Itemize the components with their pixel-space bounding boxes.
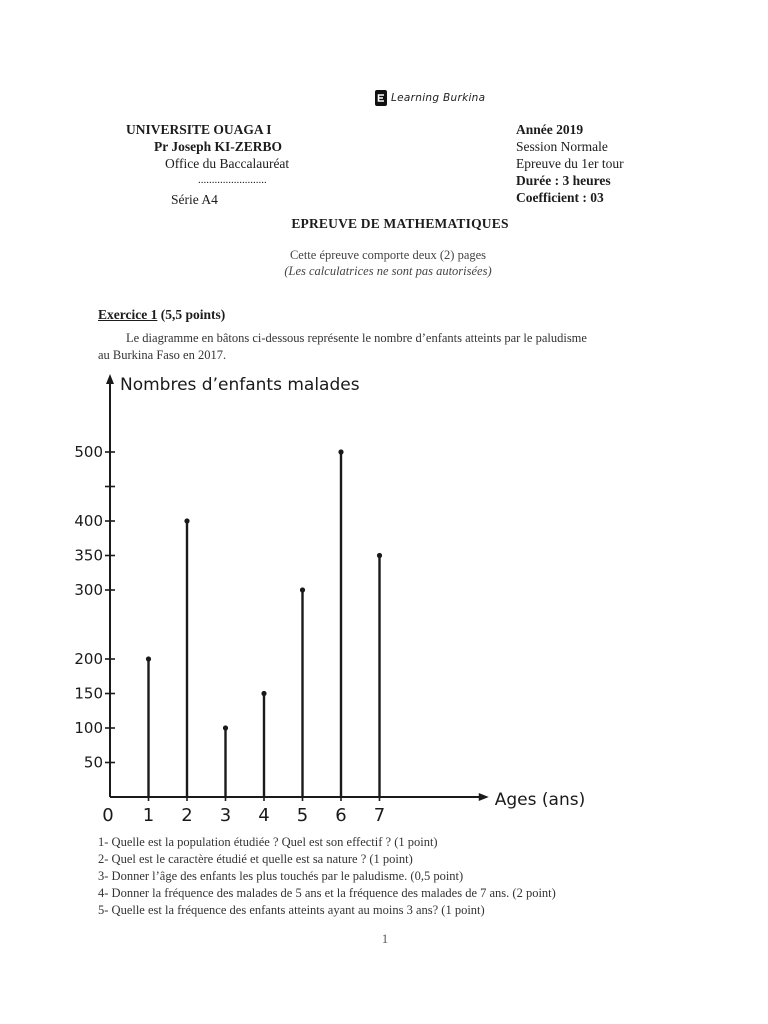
exam-session: Session Normale — [516, 139, 608, 154]
exercise-label: Exercice 1 — [98, 307, 158, 322]
question-2: 2- Quel est le caractère étudié et quelle est sa nature ? (1 point) — [98, 852, 413, 866]
exercise-intro — [98, 330, 708, 364]
exercise-points: (5,5 points) — [160, 307, 226, 322]
y-tick-label: 500 — [74, 443, 103, 461]
x-tick-label: 6 — [335, 805, 347, 826]
dotted-line: ......................... — [198, 174, 267, 186]
header-institution — [126, 121, 346, 208]
question-1: 1- Quelle est la population étudiée ? Quel est son effectif ? (1 point) — [98, 835, 438, 849]
question-5: 5- Quelle est la fréquence des enfants atteints ayant au moins 3 ans? (1 point) — [98, 903, 485, 917]
stick-top-point — [338, 449, 343, 454]
stick-top-point — [300, 587, 305, 592]
x-tick-label: 3 — [219, 805, 232, 826]
x-tick-label: 5 — [296, 805, 309, 826]
x-axis-label: Ages (ans) — [494, 790, 586, 810]
x-tick-label: 1 — [142, 805, 155, 826]
exam-year: Année 2019 — [516, 122, 584, 137]
origin-label: 0 — [102, 805, 114, 826]
chart-sticks — [146, 449, 382, 797]
y-axis-arrow — [106, 374, 114, 384]
calculator-note: (Les calculatrices ne sont pas autorisées) — [284, 264, 492, 278]
header-exam-info — [516, 121, 624, 206]
x-tick-label: 2 — [181, 805, 193, 826]
university-subname: Pr Joseph KI-ZERBO — [154, 139, 283, 154]
brand-watermark — [374, 88, 485, 108]
y-axis-label: Nombres d’enfants malades — [120, 375, 360, 395]
stick-top-point — [146, 656, 151, 661]
intro-line-2: au Burkina Faso en 2017. — [98, 348, 227, 362]
x-axis-arrow — [479, 793, 489, 801]
x-tick-label: 4 — [258, 805, 270, 826]
brand-text: Learning Burkina — [391, 92, 486, 104]
stick-top-point — [223, 725, 228, 730]
stick-top-point — [377, 553, 382, 558]
office-name: Office du Baccalauréat — [165, 156, 290, 171]
chart-axes — [106, 374, 489, 801]
y-tick-label: 50 — [83, 753, 103, 772]
stick-top-point — [184, 518, 189, 523]
x-tick-label: 7 — [373, 805, 386, 826]
intro-line-1: Le diagramme en bâtons ci-dessous représente le nombre d’enfants atteints par le paludisme — [126, 331, 587, 345]
exam-title: EPREUVE DE MATHEMATIQUES — [291, 216, 509, 231]
y-tick-label: 400 — [74, 512, 103, 530]
exam-duration: Durée : 3 heures — [516, 173, 611, 188]
stick-top-point — [261, 691, 266, 696]
y-tick-label: 200 — [74, 650, 103, 668]
stick-chart — [60, 360, 600, 830]
question-3: 3- Donner l’âge des enfants les plus touchés par le paludisme. (0,5 point) — [98, 869, 464, 883]
series-label: Série A4 — [171, 192, 218, 207]
exam-round: Epreuve du 1er tour — [516, 156, 624, 171]
chart-y-ticks — [74, 443, 115, 772]
y-tick-label: 350 — [74, 546, 103, 565]
exercise-heading — [98, 307, 225, 323]
y-tick-label: 150 — [74, 684, 103, 703]
exam-coefficient: Coefficient : 03 — [516, 190, 604, 205]
page-number: 1 — [381, 932, 389, 946]
university-name: UNIVERSITE OUAGA I — [126, 122, 272, 137]
page-count-note: Cette épreuve comporte deux (2) pages — [289, 248, 487, 262]
question-4: 4- Donner la fréquence des malades de 5 ans et la fréquence des malades de 7 ans. (2 point) — [98, 886, 556, 900]
question-list — [98, 834, 556, 919]
y-tick-label: 300 — [74, 581, 103, 599]
e-logo-icon — [374, 89, 388, 107]
y-tick-label: 100 — [74, 719, 103, 737]
